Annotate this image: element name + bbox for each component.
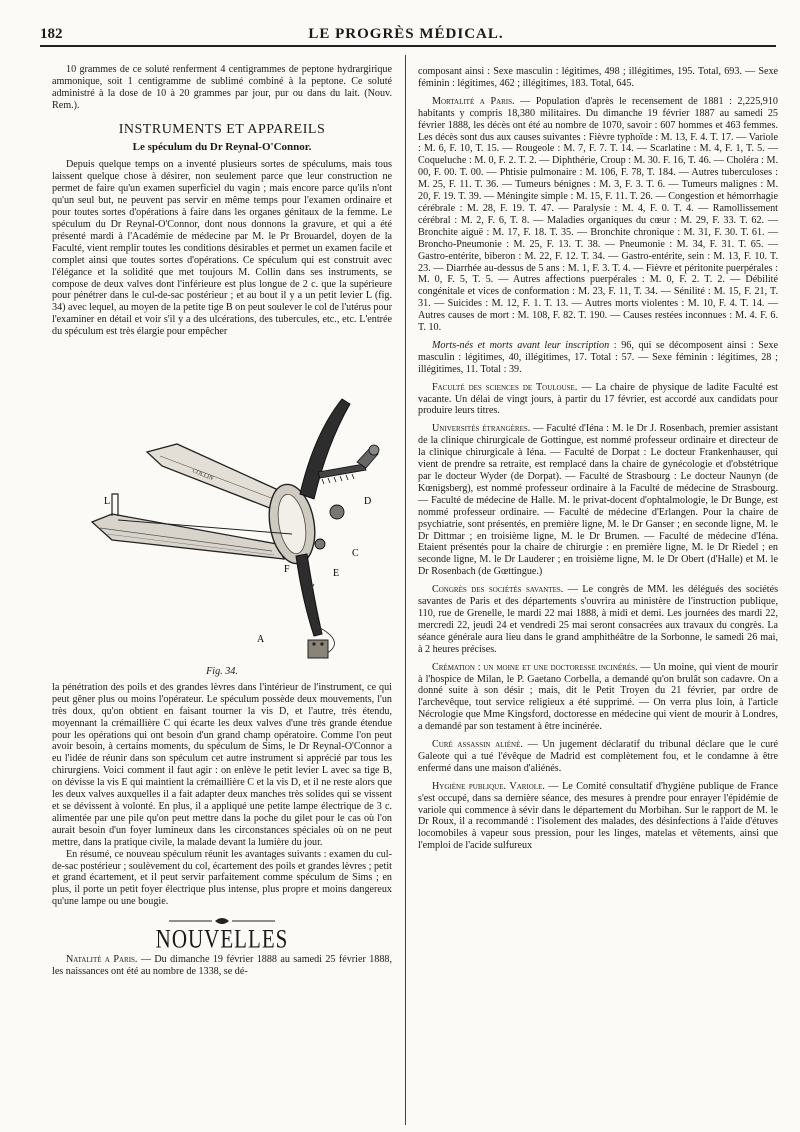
toulouse-heading: Faculté des sciences de Toulouse. (432, 381, 578, 393)
page-number: 182 (40, 26, 63, 42)
natalite-continued: composant ainsi : Sexe masculin : légitimes, 498 ; illégitimes, 195. Total, 693. — Sexe féminin : légitimes, 462 ; illégitimes, 183. Total, 645. (418, 66, 778, 89)
natalite-heading: Natalité a Paris. (66, 953, 138, 965)
morts-nes-heading: Morts-nés et morts avant leur inscription (432, 339, 610, 351)
congres-text: — Le congrès de MM. les délégués des sociétés savantes de Paris et des départements s'ouvrira au ministère de l'instruction publique, 110, rue de Grenelle, le mardi 22 mai 1888, à midi et demi. Les journées des mardi 22, mercredi 22, jeudi 24 et vendredi 25 mai seront consacrées aux travaux du congrès. La séance générale aura lieu dans le grand amphithéâtre de la Sorbonne, le samedi 26 mai, à 2 heures précises. (418, 584, 779, 655)
natalite-text: — Du dimanche 19 février 1888 au samedi 25 février 1888, les naissances ont été au nombre de 1338, se dé- (52, 953, 392, 977)
toulouse-text: — La chaire de physique de ladite Faculté est vacante. Un délai de vingt jours, à partir du 17 février, est accordé aux candidats pour produire leurs titres. (418, 381, 778, 417)
article-title: Le spéculum du Dr Reynal-O'Connor. (132, 140, 312, 153)
universites-heading: Universités étrangères. (432, 423, 531, 435)
speculum-paragraph: Depuis quelque temps on a inventé plusieurs sortes de spéculums, mais tous laissent quelque chose à désirer, non seulement parce que leur construction ne permet de faire qu'un examen superficiel du vagin ; mais encore parce qu'ils n'ont qu'un seul but, ne peuvent pas servir en même temps pour l'examen ordinaire et pour toutes sortes d'opérations à faire dans les organes génitaux de la femme. Le spéculum du Dr Reynal-O'Connor, dont nous donnons la gravure, et qui a été présenté mardi à l'Académie de médecine par M. le Pr Brouardel, doyen de la Faculté, vient remplir toutes les conditions désirables et permet un examen facile et complet ainsi que toutes sortes d'opérations. Ce spéculum qui est construit avec l'élégance et la solidité que met toujours M. Collin dans ses instruments, se compose de deux valves dont l'inférieure est plus longue de 2 c. que la supérieure pour pénétrer dans le cul-de-sac postérieur ; et au bout il y a un petit levier L (fig. 34) avec lequel, au moyen de la petite tige B on peut soulever le col de l'utérus pour l'examiner en détail et voir s'il y a des ulcérations, des tubercules, etc., etc. L'entrée du spéculum est très élargie pour empêcher (52, 159, 392, 338)
header-rule (40, 45, 776, 47)
universites-text: — Faculté d'Iéna : M. le Dr J. Rosenbach, premier assistant de la clinique chirurgicale de Gottingue, est nommé professeur ordinaire et directeur de la clinique chirurgicale à Iéna. — Faculté de Dorpat : Le docteur Frankenhauser, qui vient de prendre sa retraite, est remplacé dans la chaire de gynécologie et d'obstétrique par le docteur Wyder (de Dorpat). — Faculté de Strasbourg : Le docteur Naunyn (de Kœnigsberg), est nommé professeur ordinaire à la Faculté de médecine de Strasbourg. — Faculté de médecine de Halle. M. le privat-docent d'ophtalmologie, le Dr Bunge, est nommé professeur ordinaire. — Faculté de médecine d'Erlangen. Pour la chaire de psychiatrie, sont présentés, en première ligne, M. le Dr Ganser ; en seconde ligne, M. le Dr Dittmar ; en troisième ligne, M. le Dr Brumen. — Faculté de médecine d'Iéna. Etaient présentés pour la chaire de chirurgie : en première ligne, M. le Dr Riedel ; en seconde ligne, M. le Dr Lauderer ; en troisième ligne, M. le Dr Obert (d'Halle) et M. le Dr Rosenbach (de Gœttingue.) (418, 423, 779, 578)
cremation-heading: Crémation : un moine et une doctoresse incinérés. (432, 661, 638, 673)
figure-label-d: D (364, 496, 372, 508)
figure-label-l: L (104, 496, 111, 508)
page-header (40, 26, 772, 44)
morts-nes-text: : 96, qui se décomposent ainsi : Sexe masculin : légitimes, 40, illégitimes, 17. Total : 57. — Sexe féminin : légitimes, 28 ; illégitimes, 11. Total : 39. (418, 339, 778, 375)
figure-label-e: E (333, 568, 340, 580)
intro-paragraph: 10 grammes de ce soluté renferment 4 centigrammes de peptone hydrargirique ammonique, soit 1 centigramme de sublimé combiné à la peptone. Ce soluté administré à la dose de 10 à 20 grammes par jour, pur ou dans du lait. (Nouv. Rem.). (52, 64, 392, 111)
mortalite-text: — Population d'après le recensement de 1881 : 2,225,910 habitants y compris 18,380 militaires. Du dimanche 19 février 1887 au samedi 25 février 1888, les décès ont été au nombre de 1070, savoir : 607 hommes et 463 femmes. Les décès sont dus aux causes suivantes : Fièvre typhoïde : M. 13, F. 4. T. 17. — Variole : M. 6, F. 10, T. 15. — Rougeole : M. 7, F. 7. T. 14. — Scarlatine : M. 4, F. 1, T. 5. — Coqueluche : M. 0, F. 2. T. 2. — Diphthérie, Croup : M. 30. F. 16, T. 46. — Choléra : M. 00, F. 00. T. 00. — Phtisie pulmonaire : M. 106, F. 78, T. 184. — Autres tuberculoses : M. 25, F. 11. T. 36. — Tumeurs bénignes : M. 3, F. 3. T. 6. — Tumeurs malignes : M. 20, F. 19. T. 39. — Méningite simple : M. 15, F. 11. T. 26. — Congestion et hémorrhagie cérébrale : M. 28, F. 19. T. 47. — Paralysie : M. 4, F. 0. T. 4. — Ramollissement cérébral : M. 2, F. 6, T. 8. — Maladies organiques du cœur : M. 29, F. 33. T. 62. — Bronchite aiguë : M. 17, F. 18. T. 35. — Bronchite chronique : M. 31, F. 30. T. 61. — Broncho-Pneumonie : M. 25, F. 13. T. 38. — Pneumonie : M. 34, F. 31. T. 65. — Gastro-entérite, biberon : M. 22, F. 12. T. 34. — Gastro-entérite, sein : M. 13, F. 10. T. 23. — Diarrhée au-dessus de 5 ans : M. 1, F. 3. T. 4. — Fièvre et péritonite puerpérales : M. 0, F. 5, T. 5. — Autres affections puerpérales : M. 0, F. 2. T. 2. — Débilité congénitale et vices de conformation : M. 23, F. 11, T. 34. — Sénilité : M. 15, F. 21, T. 31. — Suicides : M. 12, F. 1. T. 13. — Autres morts violentes : M. 10, F. 4. T. 14. — Autres causes de mort : M. 108, F. 82. T. 190. — Causes restées inconnues : M. 4. F. 6. T. 10. (418, 95, 778, 334)
section-heading-instruments: INSTRUMENTS ET APPAREILS (118, 121, 326, 137)
left-column (52, 64, 392, 978)
speculum-figure (52, 344, 392, 664)
cure-text: — Un jugement déclaratif du tribunal déclare que le curé Galeote qui a tué l'évêque de Madrid est complètement fou, et le condamne à être enfermé dans une maison d'aliénés. (418, 739, 778, 774)
figure-label-f: F (284, 564, 290, 576)
cure-heading: Curé assassin aliéné. (432, 739, 523, 751)
speculum-illustration (52, 344, 392, 664)
hygiene-heading: Hygiène publique. Variole. (432, 780, 545, 792)
section-heading-nouvelles: NOUVELLES (155, 923, 289, 954)
mortalite-heading: Mortalité a Paris. (432, 95, 515, 107)
speculum-paragraph-continued: la pénétration des poils et des grandes lèvres dans l'intérieur de l'instrument, ce qui peut gêner plus ou moins l'opérateur. Le spéculum possède deux mouvements, l'un très doux, qu'on obtient en faisant tourner la vis D, et l'autre, très étendu, moyennant la crémaillière C qui écarte les deux valves d'une très grande étendue pour les opérations qui ont besoin d'un grand champ opératoire. Comme l'on peut avoir besoin, à certains moments, du spéculum de Sims, le Dr Reynal-O'Connor a eu l'idée de réunir dans son spéculum cet autre instrument si apprécié par tous les chirurgiens. Voici comment il faut agir : on enlève le petit levier L avec sa tige B, on dévisse la vis E qui maintient la crémaillière C et la vis D, et il ne reste alors que les deux valves auxquelles il a fait adapter deux manches très solides qui se vissent et se dévissent à volonté. En plus, il a appliqué une petite lampe électrique de 3 c. alimentée par une pile qu'on peut mettre dans la poche du gilet pour le cas où l'on aurait besoin d'un foyer lumineux dans les circonstances spéciales où on ne peut mettre, dans la pratique civile, la malade devant la lumière du jour. (52, 681, 392, 848)
figure-label-c: C (352, 548, 359, 560)
figure-caption: Fig. 34. (206, 666, 238, 678)
congres-heading: Congrès des sociétés savantes. (432, 584, 564, 596)
hygiene-text: — Le Comité consultatif d'hygiène publique de France s'est occupé, dans sa dernière séance, des mesures à prendre pour enrayer l'épidémie de variole qui commence à sévir dans le département du Morbihan. Sur le rapport de M. le Dr Roux, il a recommandé : l'isolement des malades, des désinfections à l'aide d'étuves locomobiles à vapeur sous pression, pour les linges, matelas et vêtements, ainsi que l'emploi de l'acide sulfureux (418, 780, 778, 852)
figure-label-a: A (257, 634, 265, 646)
engraving-text: COLLIN (191, 468, 214, 483)
journal-title: LE PROGRÈS MÉDICAL. (308, 26, 504, 42)
summary-paragraph: En résumé, ce nouveau spéculum réunit les avantages suivants : examen du cul-de-sac postérieur ; soulèvement du col, écartement des poils et grandes lèvres ; petit et grand écartement, et il peut servir parfaitement comme spéculum de Sims ; en plus, il porte un petit foyer électrique plus intense, plus propre et moins dangereux qu'une lampe ou une bougie. (52, 848, 392, 908)
right-column (418, 66, 778, 852)
cremation-text: — Un moine, qui vient de mourir à l'hospice de Milan, le P. Gaetano Corbella, a demandé qu'on brulât son cadavre. On a donné suite à son désir ; mais, dit le Petit Troyen du 21 février, par ordre de l'archevêque, tout service religieux a été supprimé. — On verra plus loin, à l'article Nécrologie que Mme Kingsford, doctoresse en médecine qui vient de mourir à Londres, a demandé par son testament à être incinérée. (418, 661, 778, 733)
column-divider (405, 55, 406, 1125)
